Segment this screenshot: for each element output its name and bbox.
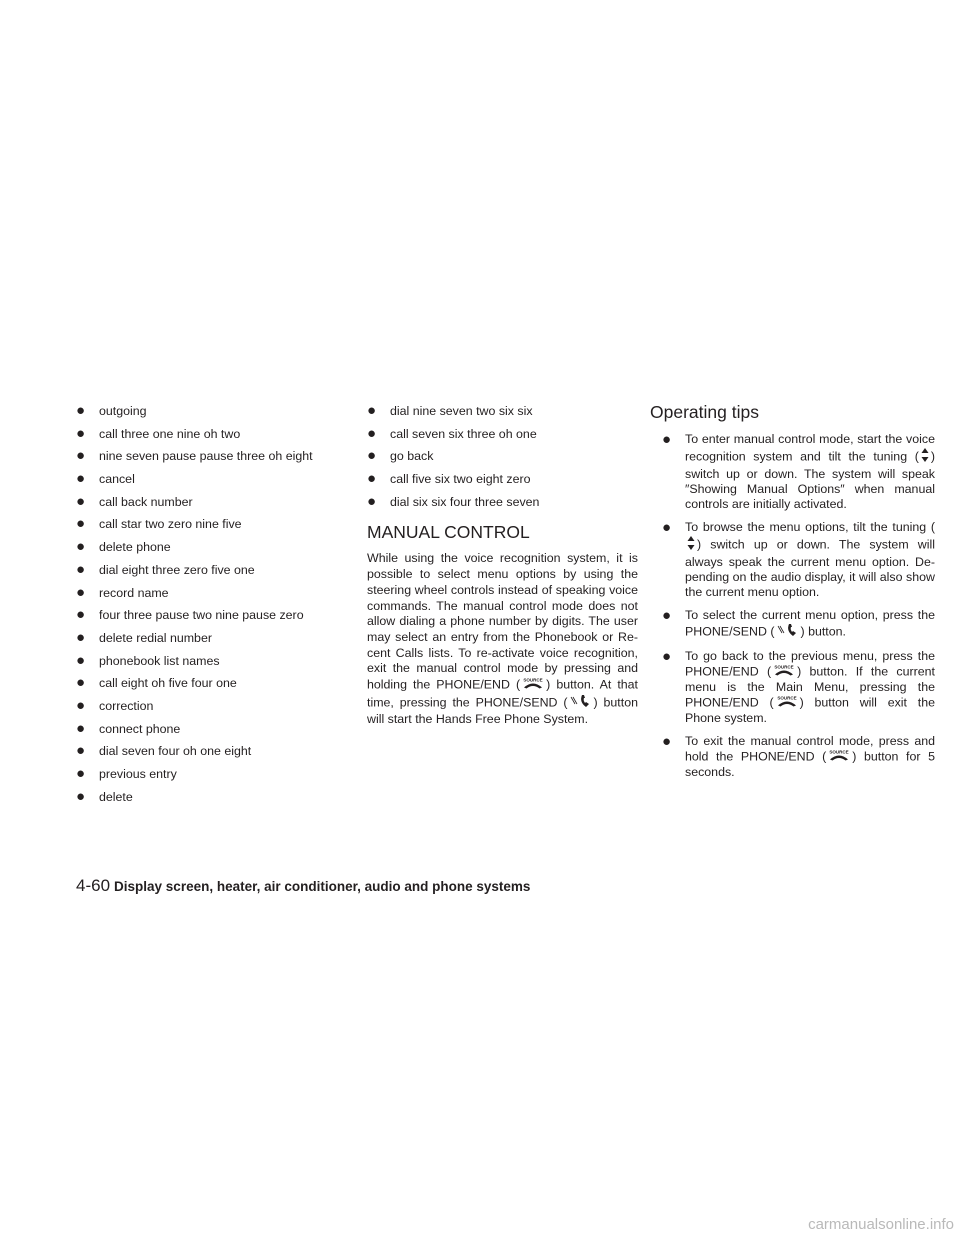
section-heading: MANUAL CONTROL (367, 522, 530, 543)
command-item (76, 674, 338, 697)
page-number: 4-60 (76, 876, 111, 895)
bullet: ● (76, 492, 86, 510)
command-text: call seven six three oh one (390, 426, 537, 441)
command-text: phonebook list names (99, 653, 220, 668)
bullet: ● (76, 538, 86, 556)
bullet: ● (76, 447, 86, 465)
bullet: ● (76, 742, 86, 760)
svg-text:SOURCE: SOURCE (829, 749, 849, 755)
command-text: call five six two eight zero (390, 472, 531, 487)
command-item (76, 788, 338, 811)
command-text: delete phone (99, 540, 171, 555)
command-text: delete (99, 789, 133, 804)
tip-item: ● To enter manual control mode, start the voice recognition system and tilt the tuning ( ) switch up or down. The system will speak ″Showing Manual Options″ when manual controls are initially activated. (662, 431, 935, 511)
bullet: ● (76, 787, 86, 805)
phone-send-icon (568, 694, 594, 713)
command-text: delete redial number (99, 630, 212, 645)
tuning-up-down-icon (685, 535, 697, 555)
svg-text:SOURCE: SOURCE (774, 664, 794, 670)
command-item (76, 447, 338, 470)
bullet: ● (76, 674, 86, 692)
command-list (76, 402, 338, 810)
command-text: four three pause two nine pause zero (99, 608, 304, 623)
command-item (76, 425, 338, 448)
command-text: dial seven four oh one eight (99, 744, 252, 759)
bullet: ● (76, 402, 86, 419)
tips-list (662, 432, 935, 780)
svg-text:SOURCE: SOURCE (776, 695, 797, 701)
command-item (76, 515, 338, 538)
command-text: outgoing (99, 404, 147, 418)
phone-send-icon (775, 623, 801, 641)
command-text: cancel (99, 472, 135, 487)
operating-tips-column (650, 402, 935, 788)
command-item (76, 606, 338, 629)
manual-control-column (367, 402, 638, 728)
command-item (76, 538, 338, 561)
bullet: ● (76, 651, 86, 669)
bullet: ● (76, 515, 86, 533)
command-item (76, 720, 338, 743)
command-text: nine seven pause pause three oh eight (99, 449, 313, 464)
bullet: ● (76, 696, 86, 714)
page-footer (76, 876, 530, 896)
bullet: ● (76, 719, 86, 737)
command-text: call three one nine oh two (99, 426, 241, 441)
command-text: call eight oh five four one (99, 676, 237, 691)
command-text: connect phone (99, 721, 181, 736)
tip-item: ● To go back to the previous menu, press the PHONE/END ( SOURCE ) button. If the current menu is the Main Menu, pressing the PHONE/END ( SOURCE ) button will exit the Phone system. (662, 648, 935, 725)
bullet: ● (367, 492, 377, 510)
voice-command-list-1 (76, 402, 338, 810)
command-item (367, 493, 638, 516)
tip-item: ● To exit the manual control mode, press and hold the PHONE/END ( SOURCE ) button for 5 seconds. (662, 733, 935, 779)
command-text: call star two zero nine five (99, 517, 242, 532)
manual-control-paragraph: While using the voice recognition system, it is possible to select menu options by using the steering wheel controls instead of speaking voice commands. The manual control mode does not allow dialing a phone number by digits. The user may select an entry from the Phonebook or Re-cent Calls lists. To re-activate voice recognition, exit the manual control mode by pressing and holding the PHONE/END ( SOURCE ) button. At that time, pressing the PHONE/SEND ( ) button will start the Hands Free Phone System. (367, 551, 638, 727)
command-text: previous entry (99, 767, 177, 781)
bullet: ● (76, 628, 86, 646)
command-text: record name (99, 585, 169, 600)
bullet: ● (76, 765, 86, 782)
command-text: dial eight three zero five one (99, 562, 255, 577)
command-item (76, 765, 338, 788)
bullet: ● (76, 606, 86, 624)
command-text: dial six six four three seven (390, 494, 540, 509)
phone-end-source-icon (520, 677, 546, 694)
command-text: go back (390, 449, 434, 464)
command-item (76, 470, 338, 493)
phone-end-source-icon (771, 664, 797, 680)
phone-end-source-icon (774, 695, 800, 711)
command-text: call back number (99, 494, 193, 509)
bullet: ● (367, 470, 377, 488)
tuning-up-down-icon (919, 447, 931, 467)
bullet: ● (76, 583, 86, 601)
command-item (76, 584, 338, 607)
command-text: dial nine seven two six six (390, 404, 533, 418)
chapter-title: Display screen, heater, air conditioner, audio and phone systems (114, 879, 531, 894)
command-item (76, 742, 338, 765)
command-item (367, 447, 638, 470)
command-text: correction (99, 698, 154, 713)
command-list (367, 402, 638, 515)
command-item (76, 561, 338, 584)
command-item (76, 493, 338, 516)
command-item (76, 697, 338, 720)
command-item (367, 425, 638, 448)
bullet: ● (76, 424, 86, 442)
bullet: ● (76, 560, 86, 578)
tip-item: ● To select the current menu option, press the PHONE/SEND ( ) button. (662, 608, 935, 641)
command-item (367, 402, 638, 425)
bullet: ● (367, 402, 377, 419)
phone-end-source-icon (826, 749, 852, 765)
bullet: ● (367, 424, 377, 442)
command-item (76, 652, 338, 675)
command-item (76, 629, 338, 652)
command-item (367, 470, 638, 493)
watermark: carmanualsonline.info (808, 1216, 954, 1233)
bullet: ● (367, 447, 377, 465)
section-heading: Operating tips (650, 402, 759, 422)
command-item (76, 402, 338, 425)
bullet: ● (76, 470, 86, 488)
svg-text:SOURCE: SOURCE (523, 677, 543, 683)
tip-item: ● To browse the menu options, tilt the tuning () switch up or down. The system will always speak the current menu option. De-pending on the audio display, it will also show the current menu option. (662, 519, 935, 599)
